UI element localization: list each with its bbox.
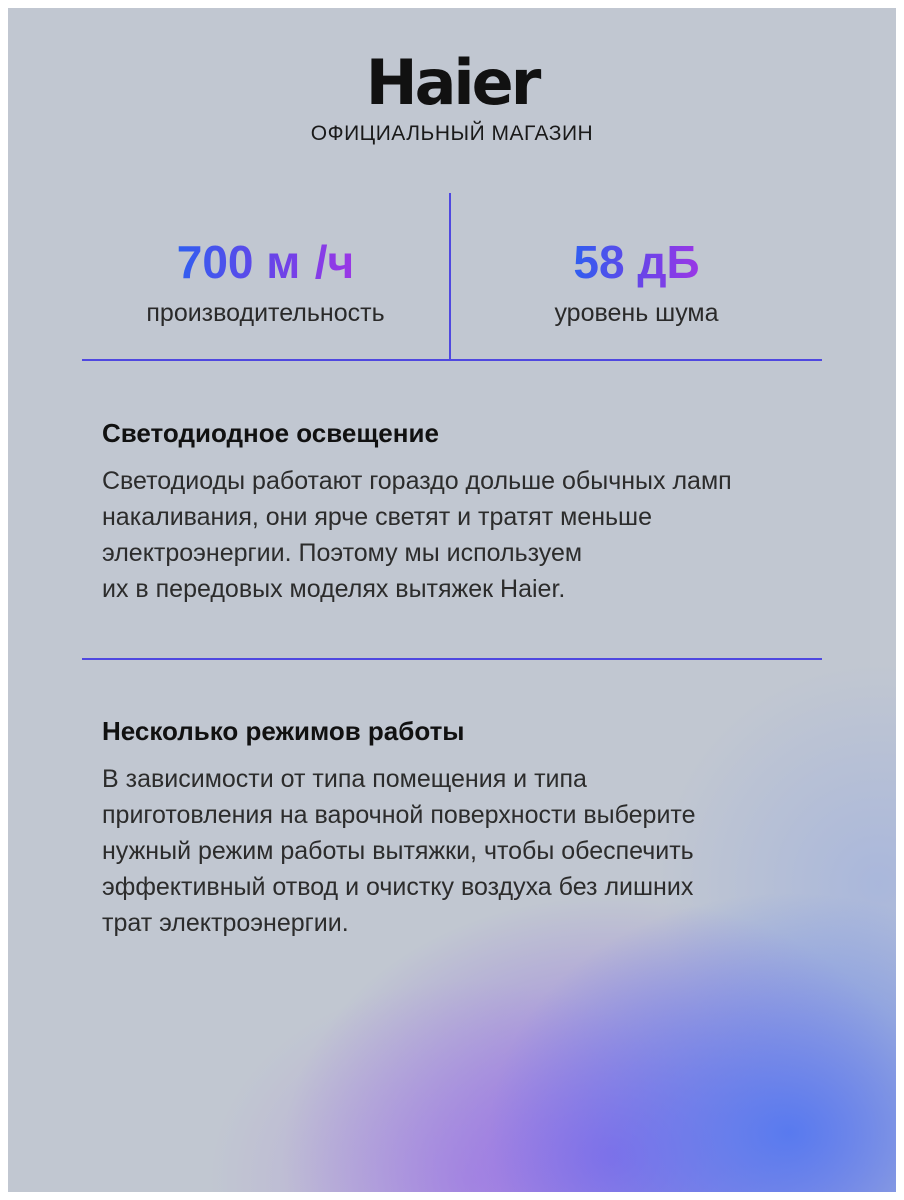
feature-text-line: накаливания, они ярче светят и тратят меньше <box>102 503 652 531</box>
feature-text-line: трат электроэнергии. <box>102 909 349 937</box>
feature-led-lighting <box>102 418 822 607</box>
promo-card <box>8 8 896 1192</box>
feature-text-line: их в передовых моделях вытяжек Haier. <box>102 575 566 603</box>
feature-operating-modes <box>102 716 822 941</box>
section-divider <box>82 658 822 660</box>
stats-bottom-divider <box>82 359 822 361</box>
feature-text-line: Светодиоды работают гораздо дольше обычных ламп <box>102 467 732 495</box>
stat-noise-value: 58 дБ <box>573 236 700 288</box>
store-subtitle: ОФИЦИАЛЬНЫЙ МАГАЗИН <box>310 122 594 145</box>
feature-text-line: эффективный отвод и очистку воздуха без лишних <box>102 873 694 901</box>
brand-logo: Haier <box>365 46 539 119</box>
feature-text-line: электроэнергии. Поэтому мы используем <box>102 539 583 567</box>
feature-text-line: В зависимости от типа помещения и типа <box>102 765 587 793</box>
stat-noise <box>451 236 822 328</box>
feature-description <box>102 761 822 941</box>
feature-description <box>102 463 822 607</box>
feature-text-line: приготовления на варочной поверхности выберите <box>102 801 696 829</box>
feature-text-line: нужный режим работы вытяжки, чтобы обеспечить <box>102 837 694 865</box>
stat-performance-label: производительность <box>146 298 385 327</box>
stat-performance <box>82 233 449 328</box>
stat-performance-value: 700 $м^3/ч$ <box>176 233 355 288</box>
feature-title: Светодиодное освещение <box>102 418 439 448</box>
feature-title: Несколько режимов работы <box>102 716 465 746</box>
stat-noise-label: уровень шума <box>554 298 719 327</box>
